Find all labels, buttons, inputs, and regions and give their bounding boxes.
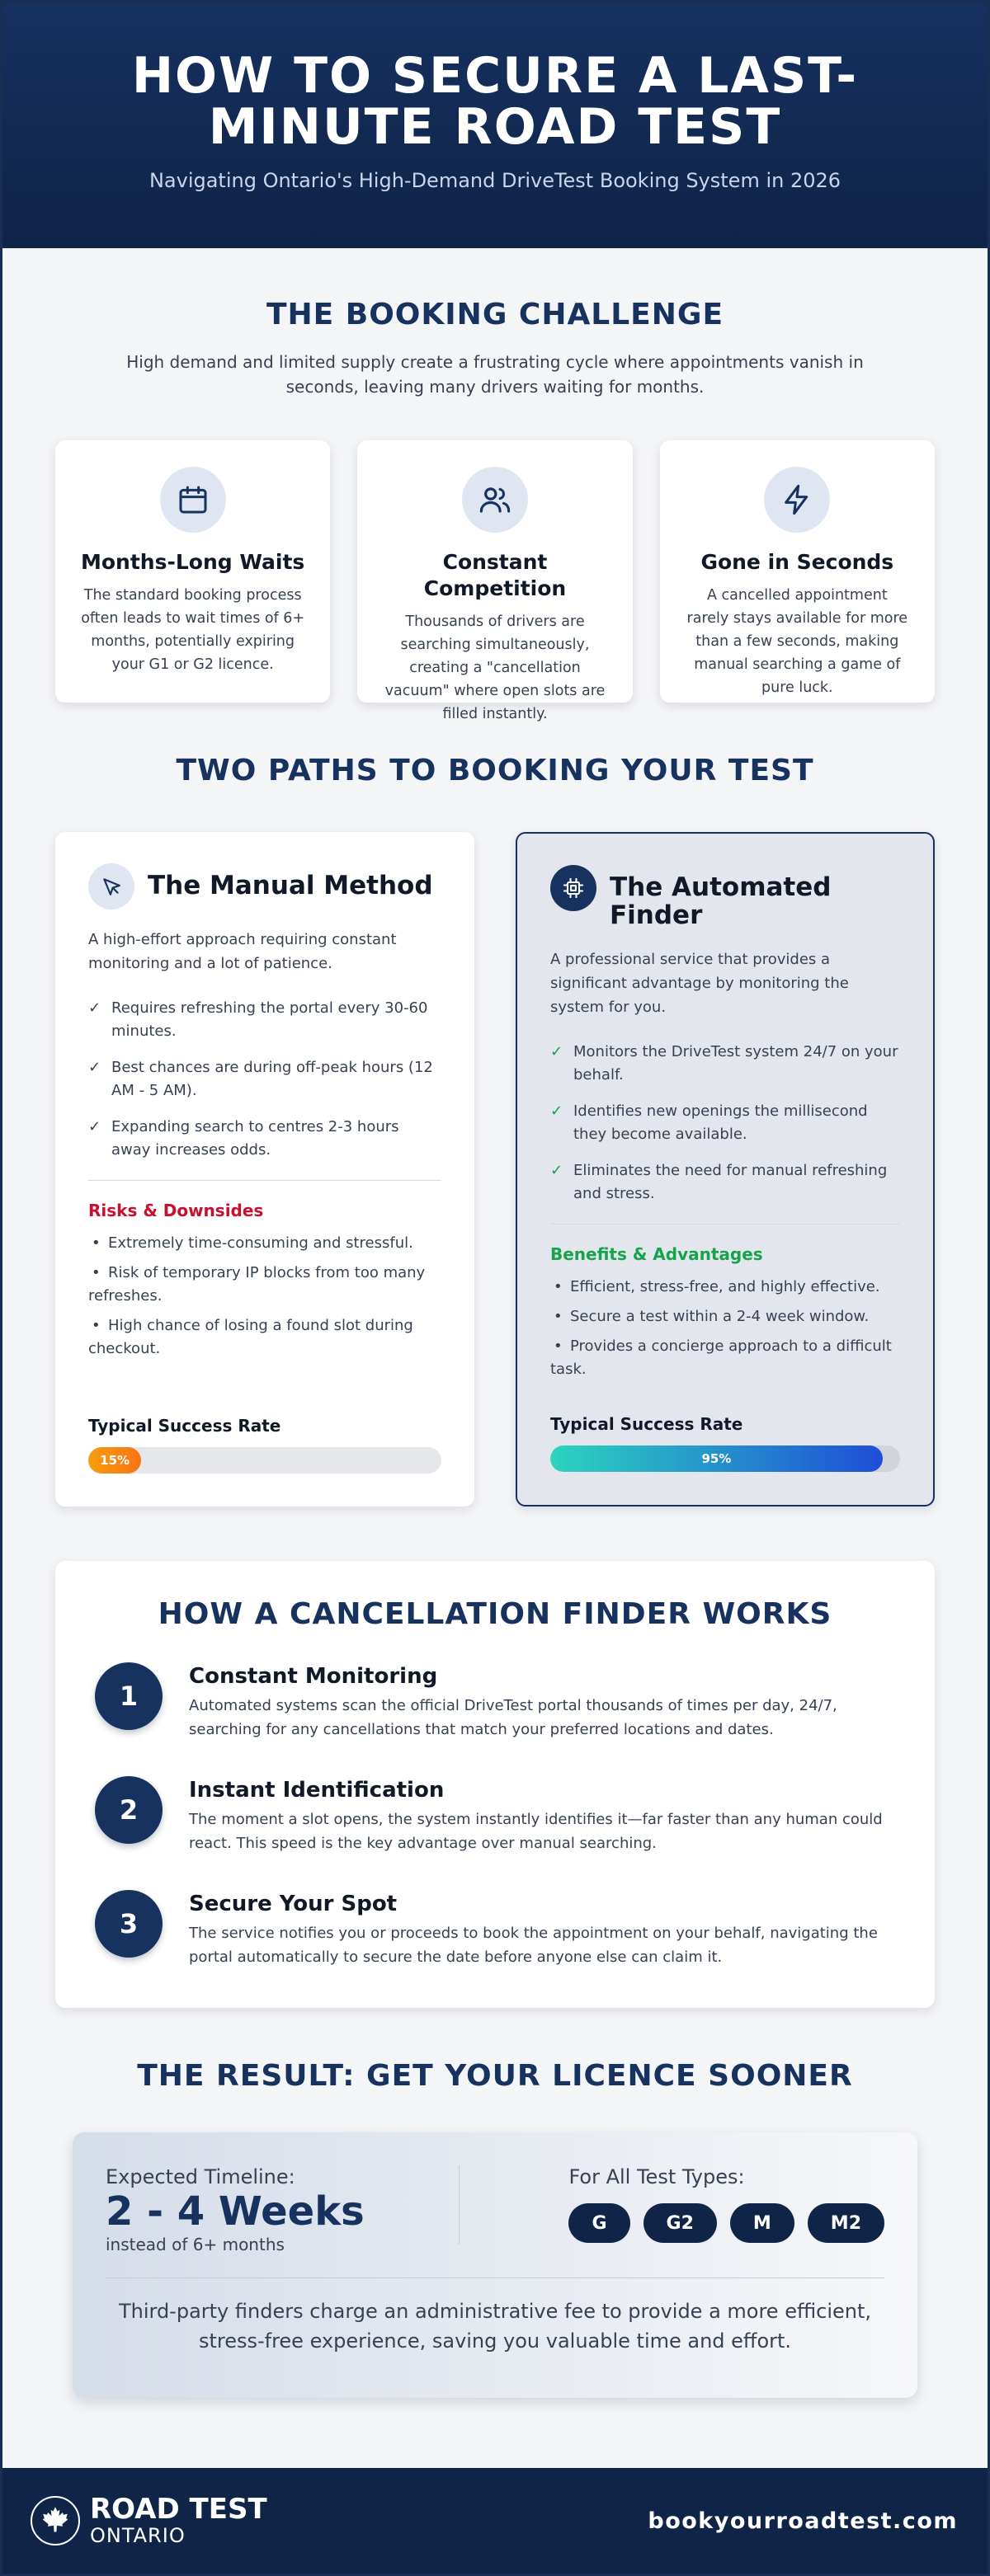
maple-leaf-icon [31,2496,80,2545]
list-item: ✓ Expanding search to centres 2-3 hours away increases odds. [88,1116,441,1162]
challenge-description: High demand and limited supply create a frustrating cycle where appointments vanish in seconds, leaving many drivers waiting for months. [126,352,864,397]
challenge-card-text: A cancelled appointment rarely stays available for more than a few seconds, making manual searching a game of pure luck. [686,587,908,696]
paths-title: TWO PATHS TO BOOKING YOUR TEST [176,754,814,787]
challenge-card-waits [55,440,330,703]
success-rate-fill: 95% [550,1445,883,1472]
booking-challenge-section [2,248,988,722]
result-card [73,2132,917,2398]
cursor-icon [88,863,134,910]
brand-logo [31,2494,267,2547]
manual-method-description: A high-effort approach requiring constant monitoring and a lot of patience. [88,931,397,972]
success-rate-label: Typical Success Rate [88,1416,281,1436]
calendar-icon [160,467,226,533]
check-icon: ✓ [550,1102,563,1120]
step-text: The service notifies you or proceeds to book the appointment on your behalf, navigating the portal automatically to secure the date before anyone else can claim it. [189,1925,878,1966]
footer [2,2468,988,2574]
two-paths-section [2,703,988,1507]
challenge-card-title: Gone in Seconds [700,550,894,574]
check-icon: ✓ [88,1118,101,1135]
step-text: Automated systems scan the official DriveTest portal thousands of times per day, 24/7, searching for any cancellations that match your preferred locations and dates. [189,1697,837,1738]
step-title: Instant Identification [189,1778,445,1803]
timeline-compare: instead of 6+ months [106,2235,285,2254]
list-item: ✓ Requires refreshing the portal every 30-60 minutes. [88,997,441,1043]
automated-success-rate [550,1414,900,1472]
list-item: • Secure a test within a 2-4 week window. [550,1305,900,1328]
success-rate-track [550,1445,900,1472]
brand-name: ROAD TEST [90,2493,267,2526]
result-title: THE RESULT: GET YOUR LICENCE SOONER [137,2059,853,2093]
page-subtitle: Navigating Ontario's High-Demand DriveTest Booking System in 2026 [148,169,842,192]
step-text: The moment a slot opens, the system instantly identifies it—far faster than any human could react. This speed is the key advantage over manual searching. [189,1811,883,1852]
website-link[interactable]: bookyourroadtest.com [648,2508,958,2534]
how-title: HOW A CANCELLATION FINDER WORKS [158,1597,832,1631]
page-title: HOW TO SECURE A LAST-MINUTE ROAD TEST [131,47,859,156]
list-item: • Risk of temporary IP blocks from too many refreshes. [88,1262,441,1308]
automated-finder-card [516,832,935,1507]
automated-finder-description: A professional service that provides a significant advantage by monitoring the system for you. [550,951,849,1016]
success-rate-track [88,1447,441,1474]
divider [88,1180,441,1181]
step-item [95,1662,895,1742]
challenge-card-text: The standard booking process often leads to wait times of 6+ months, potentially expiring your G1 or G2 licence. [81,587,305,673]
test-type-pills [568,2203,884,2243]
test-type-pill: G [568,2203,629,2243]
steps-list [55,1662,935,1969]
result-section [2,2008,988,2398]
list-item: • High chance of losing a found slot during checkout. [88,1314,441,1361]
manual-success-rate [88,1416,441,1474]
test-types-label: For All Test Types: [568,2165,745,2188]
challenge-card-title: Months-Long Waits [81,550,305,574]
challenge-card-seconds [660,440,935,703]
paths-row [55,832,935,1507]
success-rate-fill: 15% [88,1447,141,1474]
challenge-cards [55,440,935,722]
timeline-block [106,2165,460,2254]
step-title: Secure Your Spot [189,1892,398,1916]
timeline-label: Expected Timeline: [106,2165,295,2188]
check-icon: ✓ [550,1043,563,1060]
risks-list [88,1232,441,1361]
timeline-value: 2 - 4 Weeks [106,2188,365,2235]
divider [550,1224,900,1225]
success-rate-label: Typical Success Rate [550,1414,743,1434]
challenge-card-competition [357,440,632,722]
automated-finder-title: The Automated Finder [610,872,832,930]
list-item: • Provides a concierge approach to a difficult task. [550,1335,900,1381]
manual-check-list [88,997,441,1162]
check-icon: ✓ [550,1162,563,1179]
chip-icon [550,865,596,911]
list-item: ✓ Identifies new openings the millisecond they become available. [550,1100,900,1146]
list-item: ✓ Best chances are during off-peak hours (12 AM - 5 AM). [88,1056,441,1102]
fee-note: Third-party finders charge an administrative fee to provide a more efficient, stress-free experience, saving you valuable time and effort. [118,2300,872,2353]
list-item: ✓ Eliminates the need for manual refreshing and stress. [550,1159,900,1206]
list-item: • Extremely time-consuming and stressful. [88,1232,441,1255]
list-item: ✓ Monitors the DriveTest system 24/7 on your behalf. [550,1041,900,1087]
test-type-pill: M2 [808,2203,884,2243]
brand-region: ONTARIO [90,2524,186,2547]
step-number: 2 [95,1776,163,1844]
test-type-pill: M [730,2203,794,2243]
step-title: Constant Monitoring [189,1664,438,1689]
users-icon [462,467,528,533]
step-number: 3 [95,1890,163,1958]
step-number: 1 [95,1662,163,1730]
risks-heading: Risks & Downsides [88,1201,264,1220]
step-item [95,1776,895,1855]
manual-method-card [55,832,474,1507]
how-it-works-section [55,1561,935,2008]
list-item: • Efficient, stress-free, and highly effective. [550,1276,900,1299]
check-icon: ✓ [88,1059,101,1076]
check-icon: ✓ [88,999,101,1017]
step-item [95,1890,895,1969]
test-type-pill: G2 [644,2203,717,2243]
challenge-title: THE BOOKING CHALLENGE [266,298,724,331]
challenge-card-title: Constant Competition [423,550,567,600]
automated-check-list [550,1041,900,1206]
manual-method-title: The Manual Method [148,871,433,900]
hero-header [2,2,988,248]
benefits-heading: Benefits & Advantages [550,1244,763,1264]
benefits-list [550,1276,900,1381]
challenge-card-text: Thousands of drivers are searching simultaneously, creating a "cancellation vacuum" where open slots are filled instantly. [384,613,606,722]
test-types-block [460,2165,884,2243]
lightning-icon [764,467,830,533]
